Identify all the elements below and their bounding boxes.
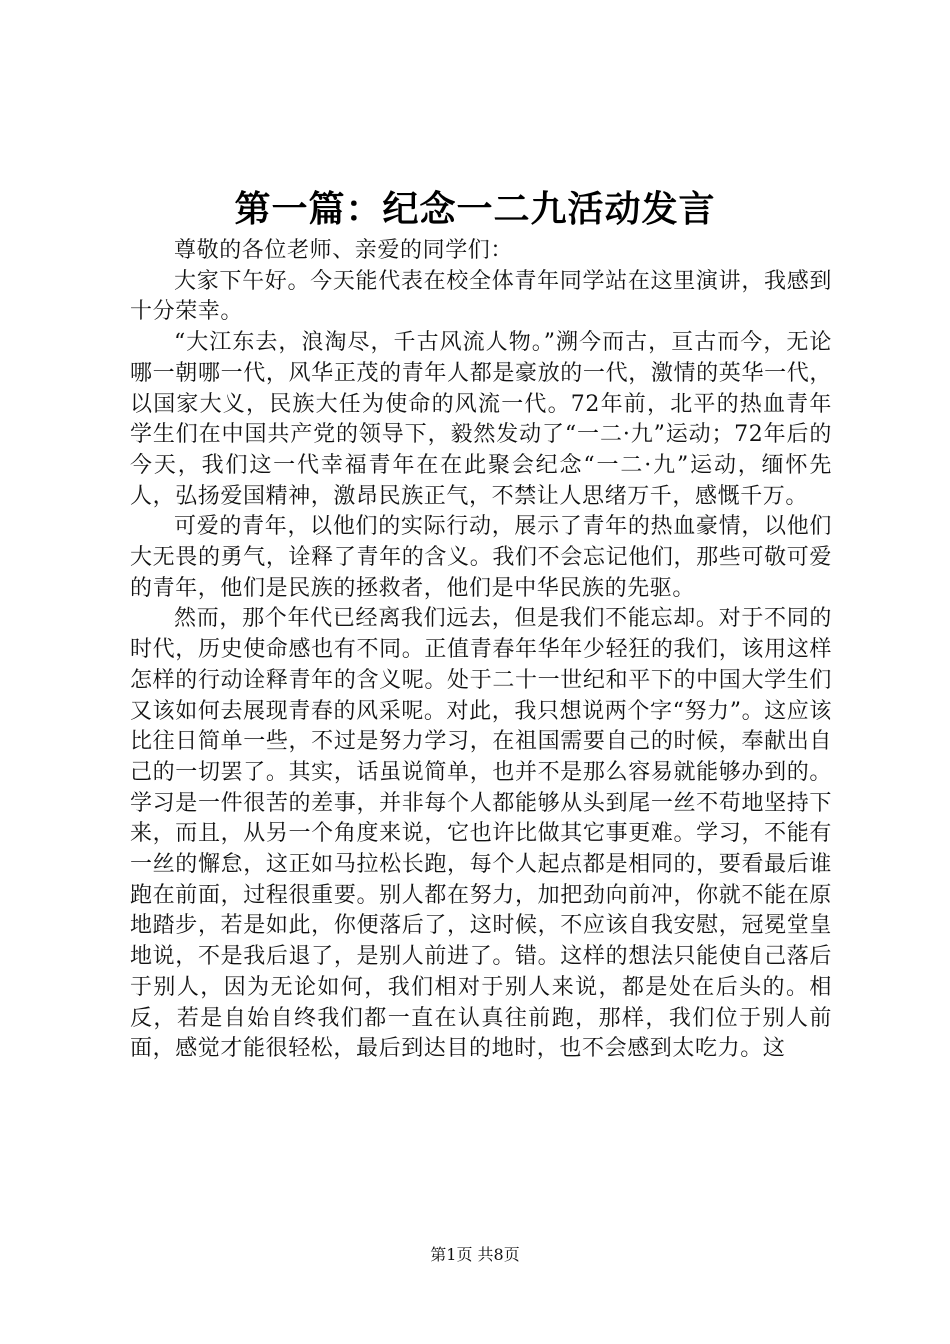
paragraph-effort: 然而，那个年代已经离我们远去，但是我们不能忘却。对于不同的时代，历史使命感也有不同。正值青春年华年少轻狂的我们，该用这样怎样的行动诠释青年的含义呢。处于二十一世纪和平下的中国大学生们又该如何去展现青春的风采呢。对此，我只想说两个字“努力”。这应该比往日简单一些，不过是努力学习，在祖国需要自己的时候，奉献出自己的一切罢了。其实，话虽说简单，也并不是那么容易就能够办到的。学习是一件很苦的差事，并非每个人都能够从头到尾一丝不苟地坚持下来，而且，从另一个角度来说，它也许比做其它事更难。学习，不能有一丝的懈怠，这正如马拉松长跑，每个人起点都是相同的，要看最后谁跑在前面，过程很重要。别人都在努力，加把劲向前冲，你就不能在原地踏步，若是如此，你便落后了，这时候，不应该自我安慰，冠冕堂皇地说，不是我后退了，是别人前进了。错。这样的想法只能使自己落后于别人，因为无论如何，我们相对于别人来说，都是处在后头的。相反，若是自始自终我们都一直在认真往前跑，那样，我们位于别人前面，感觉才能很轻松，最后到达目的地时，也不会感到太吃力。这 xyxy=(130,606,832,1062)
paragraph-salutation: 尊敬的各位老师、亲爱的同学们： xyxy=(174,238,514,263)
document-body xyxy=(130,236,832,1065)
paragraph-history: “大江东去，浪淘尽，千古风流人物。”溯今而古，亘古而今，无论哪一朝哪一代，风华正茂的青年人都是豪放的一代，激情的英华一代，以国家大义，民族大任为使命的风流一代。72年前，北平的热血青年学生们在中国共产党的领导下，毅然发动了“一二·九”运动；72年后的今天，我们这一代幸福青年在在此聚会纪念“一二·九”运动，缅怀先人，弘扬爱国精神，激昂民族正气，不禁让人思绪万千，感慨千万。 xyxy=(130,330,832,509)
document-title: 第一篇：纪念一二九活动发言 xyxy=(234,188,716,230)
paragraph-youth: 可爱的青年，以他们的实际行动，展示了青年的热血豪情，以他们大无畏的勇气，诠释了青年的含义。我们不会忘记他们，那些可敬可爱的青年，他们是民族的拯救者，他们是中华民族的先驱。 xyxy=(130,514,832,601)
page-footer: 第1页 共8页 xyxy=(430,1245,520,1264)
paragraph-greeting: 大家下午好。今天能代表在校全体青年同学站在这里演讲，我感到十分荣幸。 xyxy=(130,268,832,325)
